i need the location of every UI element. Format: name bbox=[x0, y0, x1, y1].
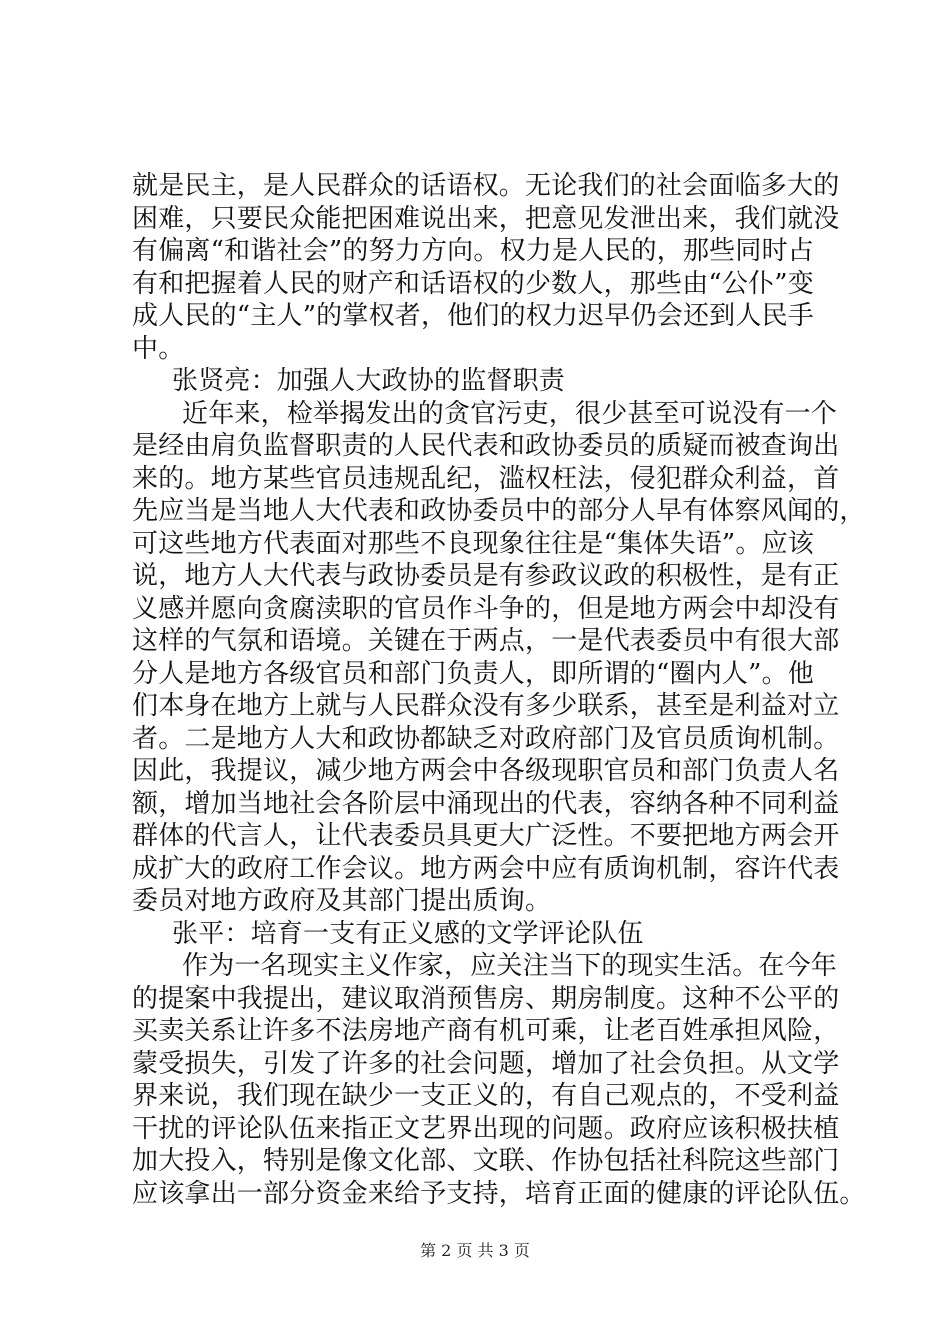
body-line: 来的。地方某些官员违规乱纪，滥权枉法，侵犯群众利益，首 bbox=[132, 463, 840, 494]
body-line: 额，增加当地社会各阶层中涌现出的代表，容纳各种不同利益 bbox=[132, 788, 840, 819]
body-line: 买卖关系让许多不法房地产商有机可乘，让老百姓承担风险， bbox=[132, 1016, 840, 1046]
body-line: 中。 bbox=[132, 333, 185, 364]
body-line: 们本身在地方上就与人民群众没有多少联系，甚至是利益对立 bbox=[132, 691, 840, 721]
body-line: 委员对地方政府及其部门提出质询。 bbox=[132, 886, 552, 916]
body-line: 这样的气氛和语境。关键在于两点，一是代表委员中有很大部 bbox=[132, 626, 840, 656]
body-line: 就是民主，是人民群众的话语权。无论我们的社会面临多大的 bbox=[132, 171, 840, 201]
page-number-footer: 第 2 页 共 3 页 bbox=[420, 1241, 530, 1260]
body-line: 的提案中我提出，建议取消预售房、期房制度。这种不公平的 bbox=[132, 983, 840, 1014]
paragraph-first-line: 近年来，检举揭发出的贪官污吏，很少甚至可说没有一个 bbox=[182, 398, 838, 429]
body-line: 分人是地方各级官员和部门负责人，即所谓的“圈内人”。他 bbox=[132, 658, 814, 689]
body-line: 困难，只要民众能把困难说出来，把意见发泄出来，我们就没 bbox=[132, 203, 840, 234]
body-line: 有和把握着人民的财产和话语权的少数人，那些由“公仆”变 bbox=[132, 268, 814, 299]
document-body bbox=[132, 170, 866, 1210]
body-line: 群体的代言人，让代表委员具更大广泛性。不要把地方两会开 bbox=[132, 821, 840, 851]
body-line: 先应当是当地人大代表和政协委员中的部分人早有体察风闻的， bbox=[132, 496, 866, 526]
body-line: 有偏离“和谐社会”的努力方向。权力是人民的，那些同时占 bbox=[132, 236, 814, 266]
body-line: 成人民的“主人”的掌权者，他们的权力迟早仍会还到人民手 bbox=[132, 301, 814, 331]
paragraph-first-line: 作为一名现实主义作家，应关注当下的现实生活。在今年 bbox=[182, 951, 838, 981]
section-heading-zhang-ping: 张平：培育一支有正义感的文学评论队伍 bbox=[172, 918, 644, 949]
body-line: 干扰的评论队伍来指正文艺界出现的问题。政府应该积极扶植 bbox=[132, 1113, 840, 1144]
body-line: 因此，我提议，减少地方两会中各级现职官员和部门负责人名 bbox=[132, 756, 840, 786]
body-line: 者。二是地方人大和政协都缺乏对政府部门及官员质询机制。 bbox=[132, 723, 840, 754]
body-line: 加大投入，特别是像文化部、文联、作协包括社科院这些部门 bbox=[132, 1146, 840, 1176]
body-line: 蒙受损失，引发了许多的社会问题，增加了社会负担。从文学 bbox=[132, 1048, 840, 1079]
body-line: 可这些地方代表面对那些不良现象往往是“集体失语”。应该 bbox=[132, 528, 814, 559]
body-line: 界来说，我们现在缺少一支正义的，有自己观点的，不受利益 bbox=[132, 1081, 840, 1111]
body-line: 应该拿出一部分资金来给予支持，培育正面的健康的评论队伍。 bbox=[132, 1178, 866, 1209]
section-heading-zhang-xianliang: 张贤亮：加强人大政协的监督职责 bbox=[172, 366, 566, 396]
body-line: 成扩大的政府工作会议。地方两会中应有质询机制，容许代表 bbox=[132, 853, 840, 884]
body-line: 说，地方人大代表与政协委员是有参政议政的积极性，是有正 bbox=[132, 561, 840, 591]
body-line: 义感并愿向贪腐渎职的官员作斗争的，但是地方两会中却没有 bbox=[132, 593, 840, 624]
body-line: 是经由肩负监督职责的人民代表和政协委员的质疑而被查询出 bbox=[132, 431, 840, 461]
